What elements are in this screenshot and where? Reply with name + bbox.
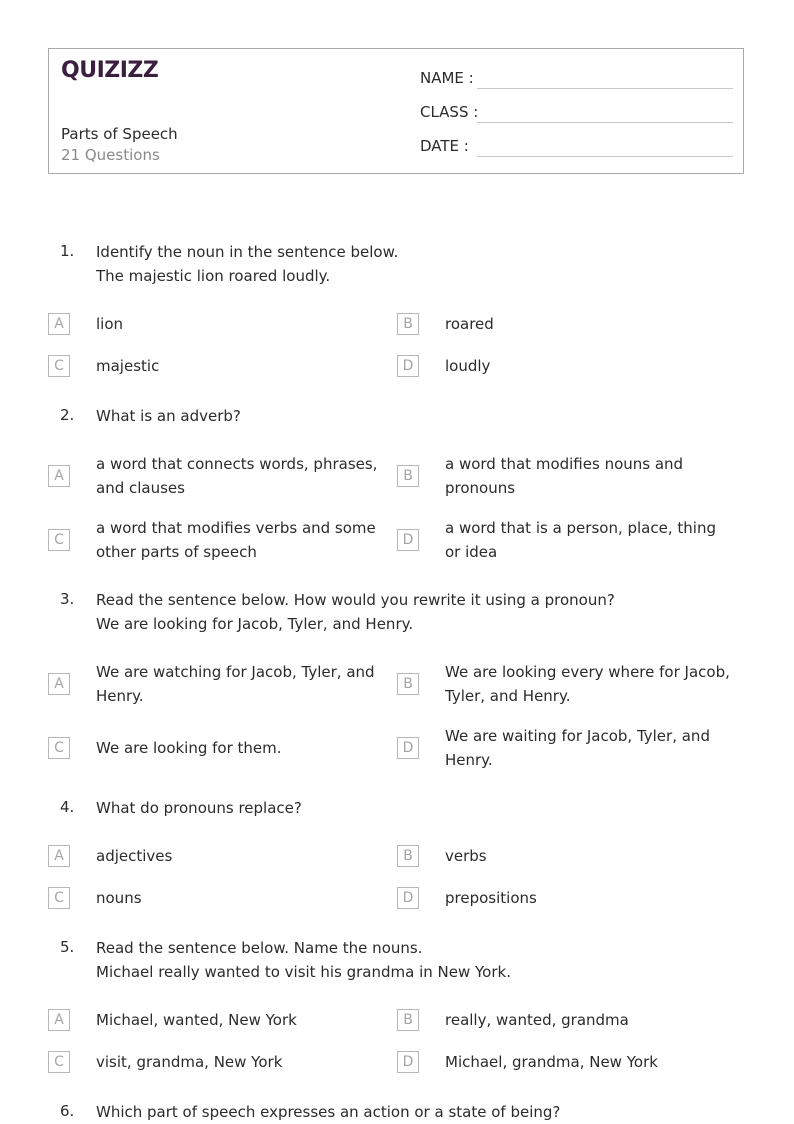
name-line — [477, 88, 733, 89]
option-letter: A — [48, 673, 70, 695]
option-letter: D — [397, 1051, 419, 1073]
option-text: adjectives — [96, 847, 173, 865]
class-field — [420, 103, 478, 121]
question-text: Which part of speech expresses an action or a state of being? — [96, 1103, 561, 1121]
option-letter: C — [48, 737, 70, 759]
name-label: NAME : — [420, 69, 474, 87]
option-text: Michael, grandma, New York — [445, 1053, 658, 1071]
option-letter: B — [397, 313, 419, 335]
option-letter: D — [397, 737, 419, 759]
question-number: 2. — [60, 406, 75, 424]
option-text: loudly — [445, 357, 491, 375]
question-number: 6. — [60, 1102, 75, 1120]
option-text: majestic — [96, 357, 160, 375]
option-letter: A — [48, 1009, 70, 1031]
question-number: 3. — [60, 590, 75, 608]
date-label: DATE : — [420, 137, 469, 155]
option-letter: C — [48, 355, 70, 377]
option-letter: B — [397, 845, 419, 867]
question-count: 21 Questions — [61, 146, 160, 164]
option-text: roared — [445, 315, 494, 333]
question-text — [96, 240, 716, 288]
option-text: a word that connects words, phrases, and clauses — [96, 455, 378, 497]
name-field — [420, 69, 474, 87]
option-text: nouns — [96, 889, 142, 907]
option-text: We are watching for Jacob, Tyler, and Henry. — [96, 663, 375, 705]
option-letter: B — [397, 673, 419, 695]
option-letter: A — [48, 465, 70, 487]
worksheet-title: Parts of Speech — [61, 125, 178, 143]
option-letter: B — [397, 1009, 419, 1031]
option-text: Michael, wanted, New York — [96, 1011, 297, 1029]
option-text: We are looking every where for Jacob, Tyler, and Henry. — [445, 663, 730, 705]
option-text: prepositions — [445, 889, 537, 907]
question-number: 4. — [60, 798, 75, 816]
option-text: lion — [96, 315, 124, 333]
question-text: What is an adverb? — [96, 407, 241, 425]
question-text — [96, 588, 716, 636]
option-text: visit, grandma, New York — [96, 1053, 283, 1071]
option-letter: B — [397, 465, 419, 487]
option-text: really, wanted, grandma — [445, 1011, 629, 1029]
option-text: a word that modifies nouns and pronouns — [445, 455, 684, 497]
question-number: 1. — [60, 242, 75, 260]
option-text: a word that is a person, place, thing or idea — [445, 519, 716, 561]
class-line — [477, 122, 733, 123]
option-letter: C — [48, 529, 70, 551]
option-text: We are looking for them. — [96, 739, 282, 757]
class-label: CLASS : — [420, 103, 479, 121]
worksheet-header — [48, 48, 744, 174]
question-sentence: Michael really wanted to visit his grandma in New York. — [96, 963, 511, 981]
option-letter: C — [48, 1051, 70, 1073]
question-prompt: Read the sentence below. How would you rewrite it using a pronoun? — [96, 591, 615, 609]
question-number: 5. — [60, 938, 75, 956]
option-letter: A — [48, 313, 70, 335]
option-letter: C — [48, 887, 70, 909]
option-text: We are waiting for Jacob, Tyler, and Henry. — [445, 727, 710, 769]
date-line — [477, 156, 733, 157]
question-sentence: The majestic lion roared loudly. — [96, 267, 331, 285]
option-letter: D — [397, 887, 419, 909]
question-text — [96, 936, 716, 984]
question-text: What do pronouns replace? — [96, 799, 302, 817]
question-prompt: Identify the noun in the sentence below. — [96, 243, 399, 261]
question-sentence: We are looking for Jacob, Tyler, and Henry. — [96, 615, 414, 633]
option-letter: D — [397, 529, 419, 551]
quizizz-logo: QUIZIZZ — [61, 58, 159, 83]
option-letter: D — [397, 355, 419, 377]
date-field — [420, 137, 469, 155]
question-prompt: Read the sentence below. Name the nouns. — [96, 939, 423, 957]
option-text: a word that modifies verbs and some other parts of speech — [96, 519, 376, 561]
option-letter: A — [48, 845, 70, 867]
option-text: verbs — [445, 847, 487, 865]
